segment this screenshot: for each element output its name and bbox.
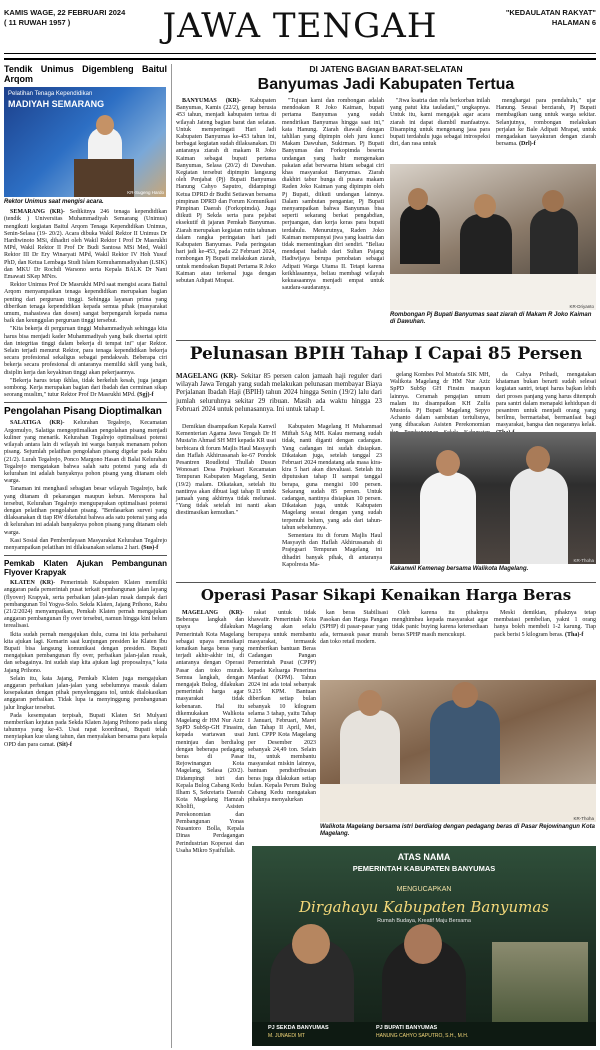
- ad-script-greeting: Dirgahayu Kabupaten Banyumas: [299, 898, 549, 916]
- banyumas-body-1: - Kabupaten Banyumas, Kamis (22/2), genap berusia 453 tahun, menjadi kabupaten tertua di wilayah Jateng bagian barat dan selatan. Untuk memperingati Hari Jadi Kabupaten Banyumas ke-453 tahun ini, berbagai kegiatan sudah dilaksanakan. Di antaranya ziarah di makam R Joko Kaiman sebagai bupati pertama Banyumas, Selasa (20/2) di Dawuhan. Kegiatan tersebut dipimpin langsung oleh Penjabat (Pj) Bupati Banyumas Hanung Cahyo Saputro, didampingi Ketua DPRD dr Budhi Setiawan bersama pimpinan DPRD dan Forum Komunikasi Pimpinan Daerah (Forkopimda). Juga diikuti Pj Sekda serta para pejabat eksekutif di jajaran Pemkab Banyumas. Ziarah merupakan kegiatan rutin tahunan dalam rangka peringatan hari jadi Kabupaten Banyumas. Pada peringatan hari jadi ke-453, pada 22 Februari 2024, rombongan Pj Bupati melakukan ziarah, untuk mendoakan Bupati Pertama R Joko Kaiman atau terkenal juga dengan sebutan Adipati Mrapat.: [176, 98, 276, 285]
- bpih-intro-text: - Sekitar 85 persen calon jamaah haji reguler dari wilayah Jawa Tengah yang sudah melakukan pelunasan membayar Biaya Perjalanan Ibadah Haji (BPIH) tahun 2024 hingga Senin (19/2) lalu dari jumlah seluruhnya sekitar 29 ribuan. Masih ada waktu hingga 23 Februari 2024 untuk pelunasannya. Ini untuk tahap I.: [176, 372, 382, 413]
- figure: [430, 700, 500, 790]
- operasi-body-2: rakat untuk tidak khawatir. Pemerintah Kota Magelang akan selalu berupaya untuk membantu masyarakat, termasuk memberikan bantuan Beras Cadangan Pangan Pemerintah Pusat (CPPP) kepada Keluarga Penerima Manfaat (KPM). Tahun 2024 ini ada total sebanyak 9.215 KPM. Bantuan diberikan setiap bulan sebanyak 10 kilogram selama 3 tahap, yaitu Tahap I Januari, Februari, Maret dan Tahap II April, Mei, Juni. CPPP Kota Magelang per Desember 2023 sebanyak 24,49 ton. Selain itu, untuk membantu masyarakat miskin lainnya, bantuan pendistribusian beras juga dilakukan setiap bulan. Kepala Perum Bulog Cabang Kedu mengatakan pihaknya menyalurkan: [248, 610, 316, 804]
- banyumas-headline: Banyumas Jadi Kabupaten Tertua: [257, 76, 515, 93]
- unimus-photo-credit: KR-Sugeng Hardo: [127, 189, 164, 195]
- flyover-body-3: Selain itu, kata Jajang, Pemkab Klaten juga mengajukan anggaran perbaikan jalan-jalan yang sebelumnya masuk dalam kesepakatan dengan pihak penyelenggara tol, untuk dialokasikan anggaran perbaikan. Tidak lupa ia menyinggung pembangunan jalur lingkar tersebut.: [4, 675, 167, 711]
- flyover-dateline: KLATEN (KR): [10, 580, 54, 587]
- bpih-body-1: Demikian disampaikan Kepala Kanwil Kementerian Agama Jawa Tengah Dr H Musta'in Ahmad SH MH kepada KR usai berbicara di forum Majlis Haul Masyayih dan Haflah Akhirussanah ke-67 Pondok Pesantren Roudlotul Thullab Dusun Wonosari Desa Prajeksari Kecamatan Tempuran Kabupaten Magelang, Senin (19/2) malam. Dikatakan, setelah itu nantinya akan dibuat lagi tahap II untuk jamaah yang akhirnya tidak melunasi. "Yang tidak setelah ini nanti akan diestimasikan kemudian.": [176, 424, 276, 517]
- banyumas-sign: (Drl)-f: [519, 141, 536, 148]
- masthead-page-number: HALAMAN 6: [551, 18, 596, 27]
- ad-line-3: MENGUCAPKAN: [396, 886, 452, 893]
- figure: [510, 468, 568, 564]
- figure-head: [436, 450, 460, 476]
- banyumas-photo: [390, 164, 596, 310]
- unimus-body-1: - Sedikitnya 246 tenaga kependidikan (tendik ) Universitas Muhammadiyah Semarang (Unimus) mengikuti kegiatan Baitul Arqom Tenaga Kependidikan Unimus, Senin-Selasa (19- 20/2). Acara dibuka Wakil Rektor II Unimus Dr Hardiwinoto MSi, dihadiri oleh Wakil Rektor I Prof Dr Masrukhi MPd, Wakil Rektor II Prof Dr Budi Santosa MSi Med, Wakil Rektor III Dr Ery Winaryati MPd, Wakil Rektor IV Hoh Yusuf PhD, dan Ketua Lembaga Studi Islam Kemuhammadiyahan (LSIK) dan MKU Dr Rochdi Warsono serta Kepala BALK Dr Nani Emawati SKep MNrs.: [4, 209, 167, 281]
- operasi-headline: Operasi Pasar Sikapi Kenaikan Harga Beras: [200, 586, 572, 604]
- bpih-body-2: gelang Kombes Pol Mustofa SIK MH, Walikota Magelang dr HM Nur Aziz SpPD SubSp GH Finsim maupun lainnya. Ceramah pengajian umum malam itu disampaikan KH Zulfa Mustofa. Pj Bupati Magelang Sepyo Achanto dalam sambutan tertulisnya, yang dibacakan Asisten Perekonomian: [390, 372, 490, 429]
- bpih-column-2: [282, 424, 382, 580]
- banyumas-column-2: [282, 98, 384, 338]
- ad-official-1-name: M. JUNAEDI MT: [268, 1033, 305, 1039]
- figure: [530, 208, 578, 278]
- divider: [4, 402, 167, 403]
- pisang-headline: Pengolahan Pisang Dioptimalkan: [4, 406, 162, 418]
- banyumas-body-4: menghargai para pendahulu," ujar Hanung. Seusai berziarah, Pj Bupati membagikan uang untuk warga sekitar. Selanjutnya, rombongan melakukan perjalan ke Bale Adipati Mrapat, untuk mengadakan tasyakuran dengan ziarah bersama.: [496, 98, 596, 148]
- banyumas-kicker: DI JATENG BAGIAN BARAT-SELATAN: [309, 64, 463, 74]
- bpih-body-4: Kabupaten Magelang H Muhammad Miftah SAg MH. Kalau memang sudah tidak, nanti diganti dengan cadangan. Yang cadangan ini sudah disiapkan. Dikatakan juga, setelah tanggal 23 Februari 2024 mendatang ada masa kira-kira 5 hari akan dievaluasi. Setelah itu diputuskan tahap II sampai tanggal berapa, guna mengisi 100 persen. Sekarang sudah 85 persen. Untuk cadangan, nantinya disiapkan 10 persen. Dikatakan juga, untuk Kabupaten Magelang sesuai dengan yang sudah terpenuhi belum, yang ada dari tahun-tahun sebelumnya.: [282, 424, 382, 531]
- bpih-column-4: [496, 372, 596, 430]
- speaker-head: [96, 115, 114, 135]
- operasi-photo: [320, 680, 596, 822]
- figure: [420, 472, 476, 564]
- figure-head: [358, 690, 382, 716]
- ad-official-2-title: PJ BUPATI BANYUMAS: [376, 1025, 438, 1031]
- pisang-body-3: Kasi Sosial dan Pemberdayaan Masyarakat Kelurahan Tegalrejo menyampaikan pelatihan ini dilaksanakan selama 2 hari.: [4, 537, 167, 551]
- masthead-date: KAMIS WAGE, 22 FEBRUARI 2024: [4, 8, 126, 17]
- banyumas-body-3: "Jiwa ksatria dan rela berkorban inilah yang patut kita tauladani," ungkapnya. Untuk itu, kami mengajak agar acara ziarah ini dapat diambil manfaatnya. Disamping untuk mengenang jasa para bupati terdahulu juga sebagai introspeksi diri, dan rasa untuk: [390, 98, 490, 148]
- left-column: [4, 64, 172, 1048]
- masthead: [4, 2, 596, 60]
- banyumas-column-4: [496, 98, 596, 160]
- bpih-column-3: [390, 372, 490, 430]
- official-portrait-1-face: [292, 924, 330, 964]
- bpih-dateline: MAGELANG (KR): [176, 372, 236, 380]
- banyumas-column-1: [176, 98, 276, 338]
- bpih-body-3: da Cahya Prihadi, mengatakan khataman bukan berarti sudah selesai kegiatan santri, tetapi harus bajkan lebih dari proses panjang yang harus ditempuh para santri dalam menapaki kehidupan di pesantren untuk menjadi orang yang berilmu, bermartabat, bermanfaat bagi masyarakat, bangsa dan negaranya kelak.: [496, 372, 596, 429]
- ad-line-2: PEMERINTAH KABUPATEN BANYUMAS: [352, 864, 496, 873]
- masthead-paper-block: [506, 8, 596, 28]
- operasi-body-5: Meski demikian, pihaknya tetap membatasi pembelian, yakni 1 orang hanya boleh membeli 1-2 karung. Tiap pack berisi 5 kilogram beras.: [494, 610, 596, 638]
- banyumas-photo-credit: KR-Driyanto: [569, 304, 594, 309]
- operasi-dateline: MAGELANG (KR): [182, 610, 242, 616]
- ad-line-1: ATAS NAMA: [397, 852, 451, 862]
- unimus-photo-banner-text: Pelatihan Tenaga Kependidikan: [8, 91, 93, 97]
- operasi-body-3: kan beras Stabilisasi Pasokan dan Harga Pangan (SPHP) di pasar-pasar yang ada, termasuk pasar murah dan toko retail modern.: [320, 610, 388, 645]
- flyover-sign: (Sit)-f: [56, 741, 72, 748]
- grave-cloth: [390, 274, 596, 310]
- operasi-sign: (Tha)-f: [564, 631, 584, 638]
- divider: [4, 555, 167, 556]
- section-divider: [176, 340, 596, 341]
- flyover-body-1: - Pemerintah Kabupaten Klaten memiliki anggaran pada pemerintah pusat terkait pembangunan jalan layang (flyover) Krapyak, serta perbaikan jalan-jalan rusak dampak dari pembangunan Tol Yogya-Solo. Sekda Klaten, Jajang Prihono, Rabu (21/2/2024) menyampaikan, Pemkab Klaten pernah mengajukan anggaran pembangunan fly over tersebut, namun hingga kini belum terealisasi.: [4, 580, 167, 630]
- figure-head: [542, 190, 564, 212]
- figure-head: [526, 446, 550, 472]
- unimus-photo-banner-title: MADIYAH SEMARANG: [8, 99, 105, 109]
- figure-head: [474, 194, 496, 218]
- operasi-photo-credit: KR-Thoha: [573, 816, 594, 821]
- bpih-photo-credit: KR-Thoha: [573, 558, 594, 563]
- unimus-photo: [4, 87, 166, 197]
- operasi-caption: Walikota Magelang bersama istri berdialog dengan pedagang beras di Pasar Rejowinangun Kota Magelang.: [320, 824, 595, 837]
- masthead-rule: [4, 53, 596, 54]
- figure-head: [408, 188, 428, 210]
- section-divider: [176, 582, 596, 583]
- banyumas-column-3: [390, 98, 490, 160]
- operasi-column-1: [176, 610, 244, 1046]
- operasi-column-2: [248, 610, 316, 822]
- banyumas-anniversary-ad: [252, 846, 596, 1046]
- unimus-dateline: SEMARANG (KR): [10, 209, 63, 216]
- bpih-intro: [176, 372, 382, 422]
- bpih-headline: Pelunasan BPIH Tahap I Capai 85 Persen: [189, 344, 583, 364]
- unimus-body-4: "Bekerja harus tetap ikhlas, tidak berkeluh kesah, juga jangan sombong. Kerja merupakan bagian dari ibadah dan cerminan sikap seorang muslim," tutur Rektor Prof Dr Masrukhi MPd.: [4, 377, 167, 399]
- unimus-headline: Tendik Unimus Digembleng Baitul Arqom: [4, 64, 167, 84]
- masthead-hijri-date: ( 11 RUWAH 1957 ): [4, 18, 71, 27]
- masthead-title: JAWA TENGAH: [162, 6, 438, 46]
- banyumas-body-2: "Tujuan kami dan rombongan adalah mendoakan R Joko Kaiman, bupati pertama Banyumas yang sudah mendirikan Banyumas hingga saat ini," kata Hanung. Ziarah diawali dengan tahlilan yang dipimpin oleh juru kunci Makam Dawuhan, Sukirman. Pj Bupati Banyumas dan Forkopimda beserta undangan yang hadir mengenakan pakaian adat berwarna hitam sebagai ciri khas masyarakat Banyumas. Ziarah diakhiri tabur bunga di pusara makam Raden Joko Kaiman yang dipimpin oleh Pj Bupati, diikuti undangan lainnya. Dalam sambutan pengantar, Pj Bupati menyampaikan bahwa Banyumas bisa seperti sekarang berkat pengabdian, perjuangan, dan kerja keras para bupati terdahulu. Menurutnya, Raden Joko Kaiman mempunyai jiwa yang ksatria dan tidak mementingkan diri sendiri. "Beliau mendapat hadiah dari Sultan Pajang Hadiwijaya berupa penobatan sebagai Adipati Warga Utama II. Tetapi karena keikhlasannya, beliau membagi wilayah kekuasaannya menjadi empat untuk saudara-saudaranya.: [282, 98, 384, 292]
- unimus-body-2: Rektor Unimus Prof Dr Masrukhi MPd saat mengisi acara Baitul Arqom menyampaikan tenaga kependidikan merupakan bagian penting dari perguruan tinggi. Sehingga layanan prima yang diberikan tenaga kependidikan kepada semua pihak (masyarakat umum, mahasiswa dan dosen) sangat berpengaruh kepada nama baik dan keunggulan perguruan tinggi tersebut.: [4, 282, 167, 325]
- bpih-photo: [390, 432, 596, 564]
- flyover-body-2: Ikita sudah pernah mengajukan dulu, cuma ini kita perbaharui kita ajukan lagi. Kemarin saat kunjungan presiden ke Klaten Ibu Bupati bisa langsung komunikasi dengan presiden. Bupati mengajukan pembangunan fly over, perbaikan jalan-jalan rusak, dan sebagainya. Ini sudah siap kita ajukan lagi proposalnya," kata Jajang Prihono.: [4, 631, 167, 674]
- unimus-body-3: "Kita bekerja di perguruan tinggi Muhammadiyah sehingga kita harus bisa menjadi kader Muhammadiyah yang baik disertai spirit dan integritas tinggi dalam bekerja di tempat ini" ujar Rektor. Selain terjadi menurut Rektor, para tenaga kependidikan bekerja secara profesional sekaligus sebagai pendakwah. Beberapa ciri bekerja secara profesional di antaranya memiliki skill yang baik, disiplin kerja dan keyakinan tinggi akan pekerjaannya.: [4, 326, 167, 376]
- rice-sacks: [320, 784, 596, 822]
- figure: [340, 710, 400, 790]
- unimus-sign: (Sgj)-f: [137, 392, 154, 399]
- operasi-body-4: Oleh karena itu pihaknya menghimbau kepada masyarakat agar tidak panic buying karena ketersediaan beras SPHP masih mencukupi.: [392, 610, 488, 638]
- operasi-body-1: - Beberapa langkah dan upaya dilakukan Pemerintah Kota Magelang sebagai upaya mensikapi kenaikan harga beras yang terjadi akhir-akhir ini, di antaranya dengan Operasi Pasar dan toko murah. Semua langkah, dengan mengajak Bulog, dilakukan pemerintah harga agar masyarakat tidak kebenaran. Hal itu dikemukakan Walikota Magelang dr HM Nur Aziz SpPD SubSp-GH Finasim, kepada wartawan usai meninjau dan berdialog dengan beberapa pedagang beras di Pasar Rejowinangun Kota Magelang, Selasa (20/2). Didampingi istri dan Kepala Bulog Cabang Kedu Ilham S, Sekretaris Daerah Kota Magelang Hamzah Kholifi, Asisten Perekonomian dan Pembangunan Yonas Nusantoro Bolla, Kepala Dinas Perdagangan Perindustrian Koperasi dan Usaha Mikro Syaifullah.: [176, 610, 244, 854]
- podium: [74, 159, 134, 197]
- bpih-caption: Kakanwil Kemenag bersama Walikota Magelang.: [390, 566, 529, 572]
- pisang-body-2: Tanaman ini menghasil sebagian besar wilayah Tegalrejo, baik yang ditanam di pekarangan maupun kebun. Merespons hal tersebut, Kelurahan Tegalrejo mengupayakan optimalisasi potensi dengan pelatihan pengolahan pisang. "Berdasarkan survei yang dilaksanakan di tiap RW diketahui bahwa ada satu potensi yang ada di kelurahan ini adalah banyaknya pohon pisang yang ditanam oleh warga.: [4, 486, 167, 536]
- masthead-paper-name: "KEDAULATAN RAKYAT": [505, 8, 596, 17]
- figure: [400, 204, 440, 264]
- unimus-caption: Rektor Unimus saat mengisi acara.: [4, 199, 104, 205]
- flyover-body-4: Pada kesempatan terpisah, Bupati Klaten Sri Mulyani memberikan kejutan pada Sekda Klaten Jajang Prihono pada ulang tahunnya yang ke-43. Usai rapat koordinasi, Bupati telah menyiapkan kue ulang tahun, dan menyalakan bersama para kepala OPD dan para camat.: [4, 712, 167, 748]
- official-portrait-2-face: [404, 924, 442, 964]
- pisang-sign: (Sus)-f: [141, 544, 159, 551]
- pisang-dateline: SALATIGA (KR): [10, 420, 63, 427]
- ad-official-2-name: HANUNG CAHYO SAPUTRO, S.H., M.H.: [376, 1033, 469, 1039]
- bpih-column-1: [176, 424, 276, 580]
- banyumas-caption: Rombongan Pj Bupati Banyumas saat ziarah di Makam R Joko Kaiman di Dawuhan.: [390, 312, 592, 325]
- ad-official-1-title: PJ SEKDA BANYUMAS: [268, 1025, 329, 1031]
- banyumas-dateline: BANYUMAS (KR): [182, 98, 239, 104]
- ad-landmark-image: [492, 942, 588, 1022]
- pisang-body-1: - Kelurahan Tegalrejo, Kecamatan Argomulyo, Salatiga mengoptimalkan pengolahan pisang menjadi kuliner yang menarik. Kelurahan Tegalrejo optimalisasi potensi wilayah antara lain di wilayah ini warga banyak menanam pohon pisang. Sejumlah pelatihan pengolahan pisang digelar pada Rabu (21/2). Lurah Tegalrejo, Ponco Margono Hasan di Balai Kelurahan Tegalrejo mengatakan bahwa salah satu potensi yang ada di kelurahan ini adalah banyaknya pohon pisang yang ditanam oleh warga.: [4, 420, 167, 485]
- bpih-body-5: Sementara itu di forum Majlis Haul Masyayih dan Haflah Akhirussanah di Prajegsari Tempuran Magelang ini dihadiri banyak pihak, di antaranya Kapolresta Ma-: [282, 533, 382, 568]
- figure-head: [452, 682, 478, 708]
- ad-tagline: Rumah Budaya, Kreatif Maju Bersama: [377, 918, 471, 924]
- flyover-headline: Pemkab Klaten Ajukan Pembangunan Flyover Krapyak: [4, 559, 167, 578]
